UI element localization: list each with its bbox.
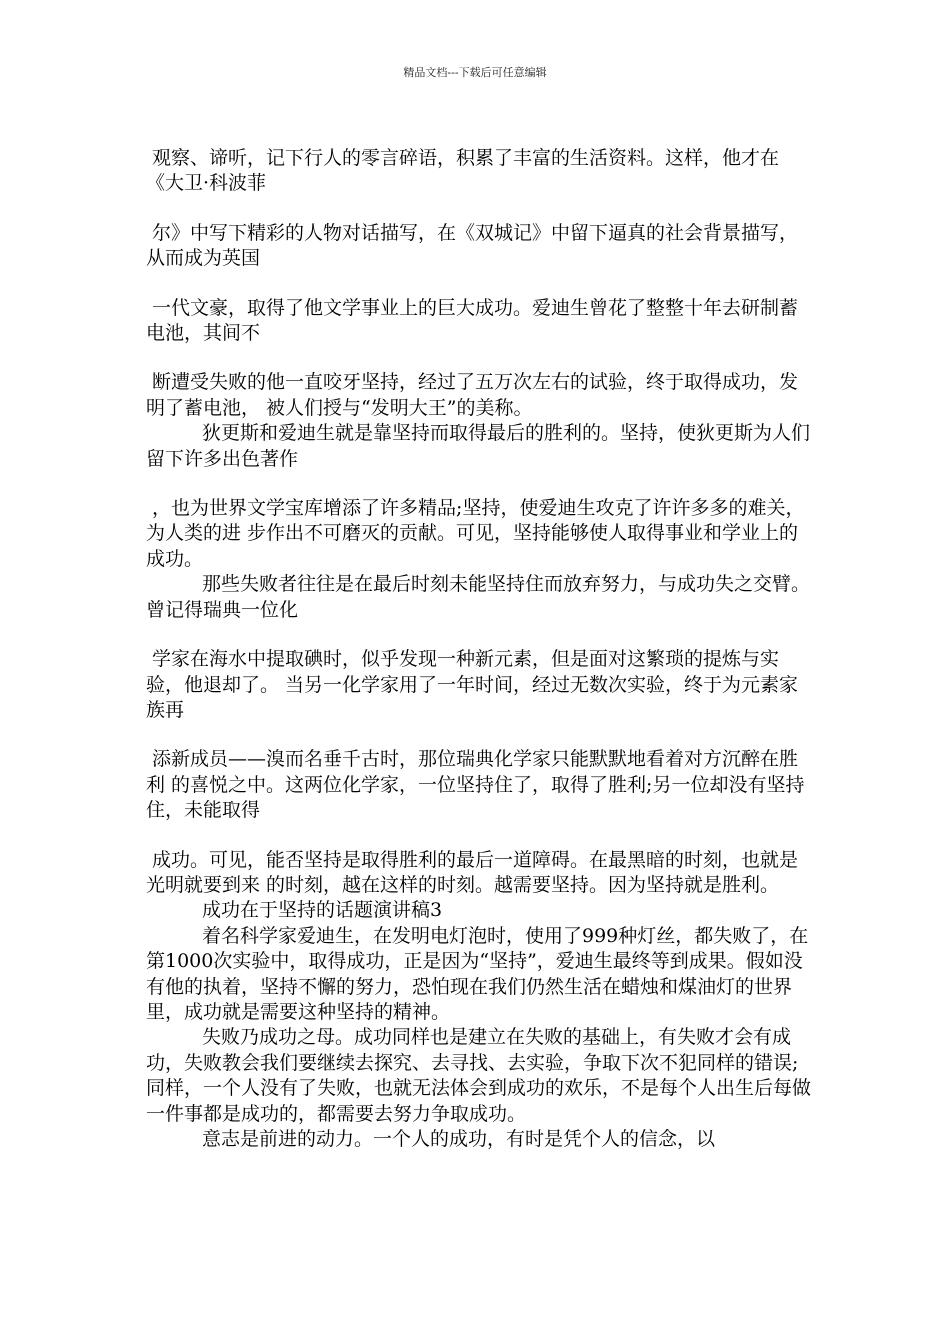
- paragraph: 一代文豪，取得了他文学事业上的巨大成功。爱迪生曾花了整整十年去研制蓄电池，其间不: [146, 296, 799, 345]
- paragraph: 学家在海水中提取碘时，似乎发现一种新元素，但是面对这繁琐的提炼与实验，他退却了。 当另一化学家用了一年时间，经过无数次实验，终于为元素家族再: [146, 648, 799, 721]
- paragraph: 成功。可见，能否坚持是取得胜利的最后一道障碍。在最黑暗的时刻，也就是光明就要到来 的时刻，越在这样的时刻。越需要坚持。因为坚持就是胜利。: [146, 848, 799, 896]
- paragraph: 意志是前进的动力。一个人的成功，有时是凭个人的信念，以: [202, 1128, 716, 1150]
- paragraph: 断遭受失败的他一直咬牙坚持，经过了五万次左右的试验，终于取得成功，发明了蓄电池， 被人们授与“发明大王”的美称。: [146, 371, 799, 419]
- paragraph: 观察、谛听，记下行人的零言碎语，积累了丰富的生活资料。这样，他才在《大卫·科波菲: [146, 147, 780, 195]
- document-body: [146, 146, 814, 1152]
- page-header: 精品文档---下载后可任意编辑: [403, 66, 547, 79]
- paragraph: 那些失败者往往是在最后时刻未能坚持住而放弃努力，与成功失之交臂。曾记得瑞典一位化: [146, 573, 811, 621]
- paragraph: 添新成员——溴而名垂千古时，那位瑞典化学家只能默默地看着对方沉醉在胜利 的喜悦之中。这两位化学家，一位坚持住了，取得了胜利;另一位却没有坚持住，未能取得: [146, 748, 805, 822]
- paragraph: ，也为世界文学宝库增添了许多精品;坚持，使爱迪生攻克了许许多多的难关，为人类的进 步作出不可磨灭的贡献。可见，坚持能够使人取得事业和学业上的成功。: [146, 497, 805, 570]
- section-title: 成功在于坚持的话题演讲稿3: [202, 899, 443, 922]
- paragraph: 着名科学家爱迪生，在发明电灯泡时，使用了999种灯丝，都失败了，在第1000次实验中，取得成功，正是因为“坚持”，爱迪生最终等到成果。假如没有他的执着，坚持不懈的努力，恐怕现在我们仍然生活在蜡烛和煤油灯的世界里，成功就是需要这种坚持的精神。: [146, 924, 809, 1023]
- paragraph: 狄更斯和爱迪生就是靠坚持而取得最后的胜利的。坚持，使狄更斯为人们留下许多出色著作: [146, 422, 811, 470]
- paragraph: 尔》中写下精彩的人物对话描写，在《双城记》中留下逼真的社会背景描写，从而成为英国: [146, 221, 799, 270]
- paragraph: 失败乃成功之母。成功同样也是建立在失败的基础上，有失败才会有成功，失败教会我们要继续去探究、去寻找、去实验，争取下次不犯同样的错误;同样，一个人没有了失败，也就无法体会到成功的欢乐，不是每个人出生后每做一件事都是成功的，都需要去努力争取成功。: [146, 1026, 812, 1125]
